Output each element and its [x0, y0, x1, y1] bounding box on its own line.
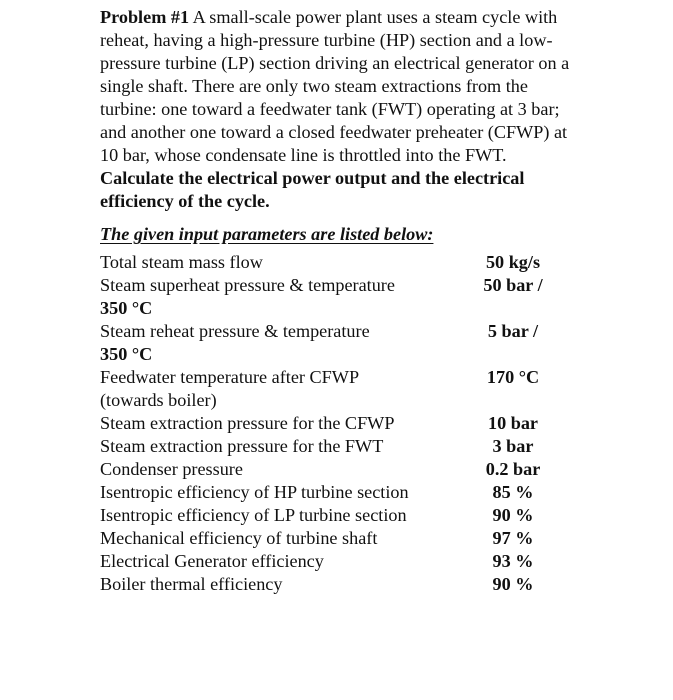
parameter-label-continuation: 350 °C: [100, 298, 153, 318]
parameter-row: [100, 274, 560, 320]
parameter-label: Total steam mass flow: [100, 252, 263, 272]
parameter-value: 5 bar /: [487, 321, 539, 341]
parameter-label: Boiler thermal efficiency: [100, 574, 283, 594]
parameter-label-text: Steam superheat pressure & temperature: [100, 275, 395, 295]
parameter-label-continuation: (towards boiler): [100, 390, 217, 410]
problem-text: A small-scale power plant uses a steam cycle with reheat, having a high-pressure turbine (HP) section and a low-pressure turbine (LP) section driving an electrical generator on a single shaft. There are only two steam extractions from the turbine: one toward a feedwater tank (FWT) operating at 3 bar; and another one toward a closed feedwater preheater (CFWP) at 10 bar, whose condensate line is throttled into the FWT.: [100, 7, 570, 165]
parameter-value: 50 bar /: [483, 275, 543, 295]
parameter-label: Electrical Generator efficiency: [100, 551, 324, 571]
parameters-table: [100, 251, 560, 596]
parameter-label: Steam extraction pressure for the FWT: [100, 436, 384, 456]
parameter-value: 10 bar: [487, 413, 538, 433]
parameter-row: [100, 320, 560, 366]
parameter-label-text: Feedwater temperature after CFWP: [100, 367, 360, 387]
parameter-value: 93 %: [492, 551, 534, 571]
parameters-heading: The given input parameters are listed below:: [100, 224, 434, 244]
parameter-label: [100, 274, 470, 320]
parameter-row: [100, 481, 560, 504]
parameter-label: [100, 320, 470, 366]
parameter-label: Mechanical efficiency of turbine shaft: [100, 528, 378, 548]
problem-number: Problem #1: [100, 7, 190, 27]
parameter-value: 170 °C: [486, 367, 540, 387]
problem-document: [100, 6, 570, 596]
parameter-label-continuation: 350 °C: [100, 344, 153, 364]
parameter-value: 85 %: [492, 482, 534, 502]
parameter-label: Isentropic efficiency of HP turbine section: [100, 482, 409, 502]
parameter-value: 90 %: [492, 574, 534, 594]
parameter-value: 50 kg/s: [485, 252, 541, 272]
parameter-row: [100, 435, 560, 458]
parameter-value: 97 %: [492, 528, 534, 548]
problem-task: Calculate the electrical power output and the electrical efficiency of the cycle.: [100, 168, 525, 211]
parameter-row: [100, 573, 560, 596]
parameter-label-text: Steam reheat pressure & temperature: [100, 321, 370, 341]
parameter-value: 0.2 bar: [485, 459, 541, 479]
parameter-label: Isentropic efficiency of LP turbine section: [100, 505, 407, 525]
parameter-label: Condenser pressure: [100, 459, 243, 479]
parameter-row: [100, 412, 560, 435]
parameter-label: [100, 366, 470, 412]
parameter-row: [100, 366, 560, 412]
parameter-row: [100, 458, 560, 481]
problem-statement: [100, 6, 570, 167]
parameter-row: [100, 504, 560, 527]
parameter-row: [100, 251, 560, 274]
parameter-label: Steam extraction pressure for the CFWP: [100, 413, 395, 433]
parameter-row: [100, 550, 560, 573]
parameter-row: [100, 527, 560, 550]
parameter-value: 90 %: [492, 505, 534, 525]
parameter-value: 3 bar: [492, 436, 534, 456]
